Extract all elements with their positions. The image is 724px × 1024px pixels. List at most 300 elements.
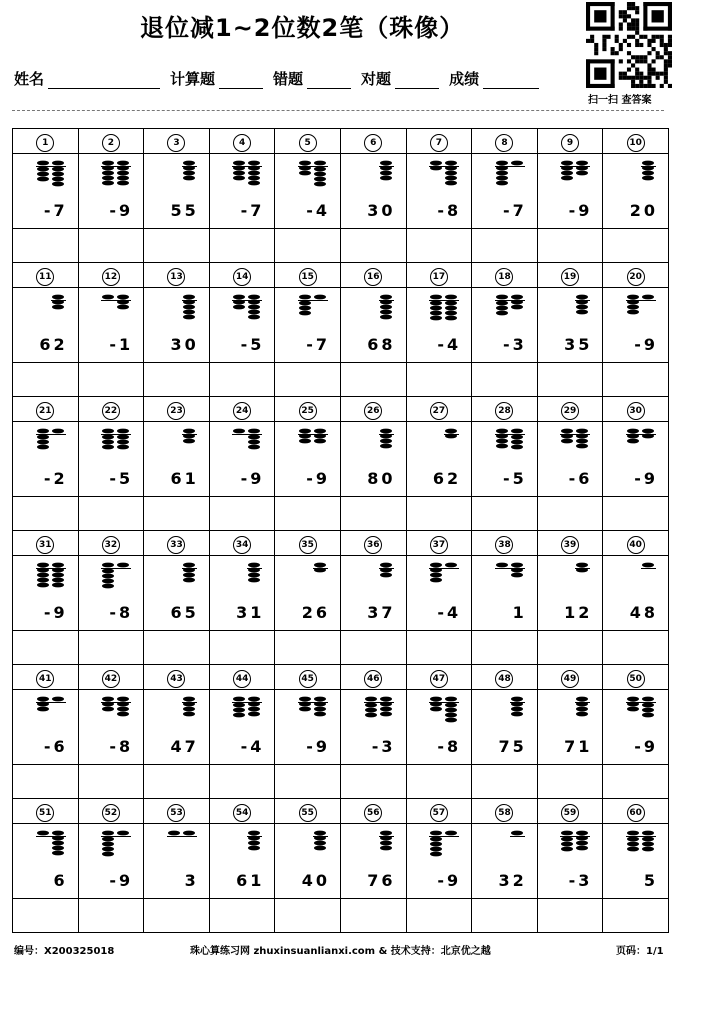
- problem-value: 1: [512, 603, 527, 622]
- problem-cell: [603, 422, 669, 497]
- problem-number: 33: [167, 536, 185, 554]
- answer-cell[interactable]: [78, 899, 144, 933]
- answer-cell[interactable]: [406, 363, 472, 397]
- problem-number: 14: [233, 268, 251, 286]
- problem-value: 62: [39, 335, 68, 354]
- problem-value: 35: [564, 335, 593, 354]
- answer-cell[interactable]: [209, 363, 275, 397]
- abacus-beads: [379, 830, 394, 860]
- problem-cell: [406, 690, 472, 765]
- problem-number: 36: [364, 536, 382, 554]
- answer-cell[interactable]: [537, 631, 603, 665]
- problem-cell: [472, 154, 538, 229]
- problem-value: 20: [629, 201, 658, 220]
- problem-cell: [144, 288, 210, 363]
- problem-number: 44: [233, 670, 251, 688]
- problem-number: 11: [36, 268, 54, 286]
- problem-value: -9: [634, 737, 658, 756]
- answer-cell[interactable]: [406, 497, 472, 531]
- answer-cell[interactable]: [78, 363, 144, 397]
- abacus-beads: [379, 562, 394, 592]
- answer-cell[interactable]: [472, 765, 538, 799]
- abacus-beads: [232, 160, 262, 190]
- problem-number: 40: [627, 536, 645, 554]
- problem-number: 4: [233, 134, 251, 152]
- answer-cell[interactable]: [340, 765, 406, 799]
- problem-cell: [603, 288, 669, 363]
- problem-cell: [144, 422, 210, 497]
- problem-value: -9: [109, 201, 134, 220]
- abacus-beads: [101, 696, 131, 726]
- problem-number: 16: [364, 268, 382, 286]
- abacus-beads: [626, 830, 656, 860]
- problem-number: 51: [36, 804, 54, 822]
- problem-value: -8: [437, 737, 462, 756]
- answer-cell[interactable]: [340, 631, 406, 665]
- problem-number: 49: [561, 670, 579, 688]
- answer-cell[interactable]: [275, 363, 341, 397]
- footer-page: 页码：1/1: [616, 946, 664, 957]
- problem-number: 54: [233, 804, 251, 822]
- info-row: [14, 68, 549, 89]
- footer-code: 编号：X200325018: [14, 946, 115, 957]
- problem-cell: [603, 690, 669, 765]
- answer-cell[interactable]: [209, 229, 275, 263]
- answer-cell[interactable]: [275, 229, 341, 263]
- problem-cell: [13, 690, 79, 765]
- problem-cell: [275, 288, 341, 363]
- problem-value: 55: [170, 201, 199, 220]
- problem-cell: [537, 288, 603, 363]
- problem-cell: [275, 154, 341, 229]
- problem-number: 15: [299, 268, 317, 286]
- problem-cell: [406, 154, 472, 229]
- problem-cell: [144, 824, 210, 899]
- answer-cell[interactable]: [603, 765, 669, 799]
- answer-cell[interactable]: [603, 229, 669, 263]
- answer-cell[interactable]: [13, 363, 79, 397]
- abacus-beads: [167, 830, 197, 860]
- abacus-beads: [379, 160, 394, 190]
- problem-number: 22: [102, 402, 120, 420]
- problem-value: 30: [170, 335, 199, 354]
- answer-cell[interactable]: [13, 497, 79, 531]
- problem-number: 56: [364, 804, 382, 822]
- answer-cell[interactable]: [340, 229, 406, 263]
- problem-number: 57: [430, 804, 448, 822]
- problem-cell: [406, 556, 472, 631]
- abacus-beads: [298, 428, 328, 458]
- abacus-beads: [495, 294, 525, 324]
- problem-value: -3: [371, 737, 396, 756]
- problem-cell: [144, 690, 210, 765]
- problem-cell: [209, 824, 275, 899]
- problem-value: 5: [643, 871, 658, 890]
- problem-cell: [406, 824, 472, 899]
- abacus-beads: [313, 562, 328, 592]
- problem-cell: [78, 824, 144, 899]
- problem-cell: [406, 288, 472, 363]
- abacus-beads: [182, 696, 197, 726]
- abacus-beads: [495, 562, 525, 592]
- abacus-beads: [444, 428, 459, 458]
- answer-cell[interactable]: [144, 497, 210, 531]
- abacus-beads: [298, 160, 328, 190]
- problem-cell: [340, 422, 406, 497]
- problem-value: 71: [564, 737, 593, 756]
- abacus-beads: [379, 294, 394, 324]
- problem-number: 25: [299, 402, 317, 420]
- problem-cell: [13, 422, 79, 497]
- abacus-beads: [101, 294, 131, 324]
- problem-value: -1: [109, 335, 134, 354]
- problem-number: 53: [167, 804, 185, 822]
- abacus-beads: [429, 696, 459, 726]
- problem-value: 48: [629, 603, 658, 622]
- problem-value: 6: [53, 871, 68, 890]
- abacus-beads: [36, 696, 66, 726]
- abacus-beads: [575, 562, 590, 592]
- problem-number: 32: [102, 536, 120, 554]
- abacus-beads: [575, 294, 590, 324]
- abacus-beads: [364, 696, 394, 726]
- problem-cell: [78, 422, 144, 497]
- answer-cell[interactable]: [275, 765, 341, 799]
- problem-cell: [78, 288, 144, 363]
- answer-cell[interactable]: [406, 631, 472, 665]
- problem-value: -7: [43, 201, 68, 220]
- answer-cell[interactable]: [275, 497, 341, 531]
- answer-cell[interactable]: [78, 497, 144, 531]
- problem-cell: [340, 690, 406, 765]
- problem-number: 37: [430, 536, 448, 554]
- abacus-beads: [510, 830, 525, 860]
- problem-value: -9: [634, 335, 658, 354]
- problem-value: -4: [306, 201, 330, 220]
- problem-cell: [472, 690, 538, 765]
- problem-number: 35: [299, 536, 317, 554]
- problem-number: 31: [36, 536, 54, 554]
- problem-number: 26: [364, 402, 382, 420]
- abacus-beads: [232, 696, 262, 726]
- problem-number: 42: [102, 670, 120, 688]
- answer-cell[interactable]: [144, 363, 210, 397]
- abacus-beads: [379, 428, 394, 458]
- answer-cell[interactable]: [144, 899, 210, 933]
- problem-number: 30: [627, 402, 645, 420]
- problem-number: 60: [627, 804, 645, 822]
- problem-cell: [209, 556, 275, 631]
- abacus-beads: [626, 428, 656, 458]
- abacus-beads: [247, 830, 262, 860]
- problem-number: 47: [430, 670, 448, 688]
- problem-number: 52: [102, 804, 120, 822]
- problem-cell: [275, 556, 341, 631]
- answer-cell[interactable]: [209, 765, 275, 799]
- answer-cell[interactable]: [144, 229, 210, 263]
- problem-value: -6: [43, 737, 68, 756]
- answer-cell[interactable]: [340, 363, 406, 397]
- problem-value: 61: [236, 871, 265, 890]
- abacus-beads: [429, 562, 459, 592]
- problem-number: 12: [102, 268, 120, 286]
- problem-value: -9: [109, 871, 134, 890]
- problem-cell: [537, 556, 603, 631]
- problem-number: 18: [495, 268, 513, 286]
- problem-cell: [340, 288, 406, 363]
- problem-value: 75: [498, 737, 527, 756]
- answer-cell[interactable]: [472, 363, 538, 397]
- score-field[interactable]: [483, 70, 539, 89]
- problem-cell: [472, 288, 538, 363]
- problem-number: 43: [167, 670, 185, 688]
- answer-cell[interactable]: [603, 631, 669, 665]
- problem-cell: [78, 154, 144, 229]
- abacus-beads: [626, 294, 656, 324]
- answer-cell[interactable]: [472, 631, 538, 665]
- problem-cell: [275, 690, 341, 765]
- problem-cell: [144, 154, 210, 229]
- problem-value: -2: [43, 469, 68, 488]
- problem-cell: [78, 556, 144, 631]
- problem-value: -9: [306, 737, 330, 756]
- footer-source: 珠心算练习网 zhuxinsuanlianxi.com & 技术支持：北京优之越: [190, 946, 491, 957]
- answer-cell[interactable]: [275, 899, 341, 933]
- problem-cell: [472, 556, 538, 631]
- abacus-beads: [182, 428, 197, 458]
- abacus-beads: [313, 830, 328, 860]
- problem-cell: [13, 288, 79, 363]
- problem-value: -7: [502, 201, 527, 220]
- abacus-beads: [36, 562, 66, 592]
- problem-cell: [209, 154, 275, 229]
- problem-value: -7: [306, 335, 330, 354]
- abacus-beads: [641, 160, 656, 190]
- problem-value: 61: [170, 469, 199, 488]
- abacus-beads: [36, 428, 66, 458]
- answer-cell[interactable]: [603, 363, 669, 397]
- answer-cell[interactable]: [537, 497, 603, 531]
- abacus-beads: [101, 428, 131, 458]
- answer-cell[interactable]: [144, 631, 210, 665]
- abacus-beads: [182, 160, 197, 190]
- answer-cell[interactable]: [406, 899, 472, 933]
- answer-cell[interactable]: [603, 497, 669, 531]
- problem-number: 6: [364, 134, 382, 152]
- problem-value: 3: [184, 871, 199, 890]
- problem-value: 62: [432, 469, 462, 488]
- problem-number: 50: [627, 670, 645, 688]
- problem-cell: [13, 154, 79, 229]
- answer-cell[interactable]: [472, 229, 538, 263]
- problem-value: 68: [367, 335, 396, 354]
- problem-number: 48: [495, 670, 513, 688]
- problem-value: -5: [240, 335, 265, 354]
- abacus-beads: [232, 428, 262, 458]
- answer-cell[interactable]: [537, 899, 603, 933]
- problem-number: 19: [561, 268, 579, 286]
- answer-cell[interactable]: [209, 899, 275, 933]
- problem-value: 37: [367, 603, 396, 622]
- problem-cell: [537, 422, 603, 497]
- answer-cell[interactable]: [13, 899, 79, 933]
- answer-cell[interactable]: [537, 363, 603, 397]
- problem-cell: [209, 422, 275, 497]
- abacus-beads: [575, 696, 590, 726]
- problem-value: -4: [240, 737, 265, 756]
- problem-value: -4: [437, 603, 462, 622]
- problem-cell: [603, 824, 669, 899]
- abacus-beads: [101, 830, 131, 860]
- problem-cell: [340, 824, 406, 899]
- problem-cell: [13, 824, 79, 899]
- dashed-separator: [12, 110, 664, 111]
- abacus-beads: [182, 562, 197, 592]
- answer-cell[interactable]: [472, 497, 538, 531]
- problem-number: 9: [561, 134, 579, 152]
- problem-cell: [340, 556, 406, 631]
- problem-value: 31: [236, 603, 265, 622]
- answer-cell[interactable]: [603, 899, 669, 933]
- problem-number: 59: [561, 804, 579, 822]
- problem-number: 39: [561, 536, 579, 554]
- problem-number: 46: [364, 670, 382, 688]
- abacus-beads: [560, 428, 590, 458]
- abacus-beads: [232, 294, 262, 324]
- problem-number: 34: [233, 536, 251, 554]
- problem-value: -8: [109, 603, 134, 622]
- problem-value: -8: [109, 737, 134, 756]
- problem-value: -4: [437, 335, 462, 354]
- answer-cell[interactable]: [13, 631, 79, 665]
- abacus-beads: [51, 294, 66, 324]
- problem-value: -9: [568, 201, 593, 220]
- abacus-beads: [495, 160, 525, 190]
- problem-number: 29: [561, 402, 579, 420]
- total-field[interactable]: [219, 70, 263, 89]
- problem-cell: [472, 422, 538, 497]
- problem-cell: [340, 154, 406, 229]
- page-title: 退位减1~2位数2笔（珠像）: [140, 14, 465, 42]
- problem-number: 21: [36, 402, 54, 420]
- problem-value: -9: [634, 469, 658, 488]
- problem-number: 27: [430, 402, 448, 420]
- answer-cell[interactable]: [340, 497, 406, 531]
- problem-cell: [537, 824, 603, 899]
- abacus-beads: [247, 562, 262, 592]
- answer-cell[interactable]: [406, 765, 472, 799]
- abacus-beads: [626, 696, 656, 726]
- abacus-beads: [298, 294, 328, 324]
- answer-cell[interactable]: [537, 765, 603, 799]
- problem-number: 3: [167, 134, 185, 152]
- answer-cell[interactable]: [78, 631, 144, 665]
- score-label: 成绩: [449, 70, 480, 88]
- problem-number: 28: [495, 402, 513, 420]
- abacus-beads: [429, 830, 459, 860]
- problem-value: -8: [437, 201, 462, 220]
- right-field[interactable]: [395, 70, 439, 89]
- problem-value: 30: [367, 201, 396, 220]
- problem-number: 17: [430, 268, 448, 286]
- problem-number: 8: [495, 134, 513, 152]
- problem-value: -6: [568, 469, 593, 488]
- abacus-beads: [510, 696, 525, 726]
- answer-cell[interactable]: [275, 631, 341, 665]
- problem-number: 13: [167, 268, 185, 286]
- abacus-beads: [101, 562, 131, 592]
- answer-cell[interactable]: [537, 229, 603, 263]
- problem-value: -9: [306, 469, 330, 488]
- abacus-beads: [182, 294, 197, 324]
- problem-cell: [406, 422, 472, 497]
- qr-code: [586, 2, 672, 88]
- problem-value: -9: [437, 871, 462, 890]
- problem-cell: [472, 824, 538, 899]
- problem-cell: [603, 556, 669, 631]
- problem-cell: [209, 690, 275, 765]
- problem-value: 32: [498, 871, 527, 890]
- answer-cell[interactable]: [13, 229, 79, 263]
- problem-grid: [12, 128, 669, 933]
- abacus-beads: [641, 562, 656, 592]
- problem-cell: [13, 556, 79, 631]
- qr-caption: 扫一扫 查答案: [588, 95, 652, 106]
- total-label: 计算题: [170, 70, 216, 88]
- abacus-beads: [298, 696, 328, 726]
- name-label: 姓名: [14, 70, 45, 88]
- problem-number: 7: [430, 134, 448, 152]
- answer-cell[interactable]: [340, 899, 406, 933]
- problem-value: 65: [170, 603, 199, 622]
- answer-cell[interactable]: [78, 765, 144, 799]
- problem-value: -7: [240, 201, 265, 220]
- problem-value: -3: [502, 335, 527, 354]
- problem-cell: [209, 288, 275, 363]
- problem-value: -3: [568, 871, 593, 890]
- abacus-beads: [495, 428, 525, 458]
- problem-cell: [275, 422, 341, 497]
- answer-cell[interactable]: [13, 765, 79, 799]
- problem-cell: [603, 154, 669, 229]
- problem-value: -5: [109, 469, 134, 488]
- abacus-beads: [36, 830, 66, 860]
- answer-cell[interactable]: [209, 631, 275, 665]
- right-label: 对题: [361, 70, 392, 88]
- problem-value: 47: [170, 737, 199, 756]
- abacus-beads: [429, 160, 459, 190]
- problem-cell: [537, 154, 603, 229]
- problem-number: 10: [627, 134, 645, 152]
- problem-number: 1: [36, 134, 54, 152]
- problem-value: -9: [43, 603, 68, 622]
- problem-number: 5: [299, 134, 317, 152]
- problem-number: 24: [233, 402, 251, 420]
- answer-cell[interactable]: [406, 229, 472, 263]
- answer-cell[interactable]: [209, 497, 275, 531]
- problem-value: -5: [502, 469, 527, 488]
- answer-cell[interactable]: [78, 229, 144, 263]
- answer-cell[interactable]: [144, 765, 210, 799]
- answer-cell[interactable]: [472, 899, 538, 933]
- problem-cell: [537, 690, 603, 765]
- name-field[interactable]: [48, 70, 160, 89]
- problem-cell: [275, 824, 341, 899]
- wrong-field[interactable]: [307, 70, 351, 89]
- problem-number: 55: [299, 804, 317, 822]
- problem-cell: [144, 556, 210, 631]
- abacus-beads: [36, 160, 66, 190]
